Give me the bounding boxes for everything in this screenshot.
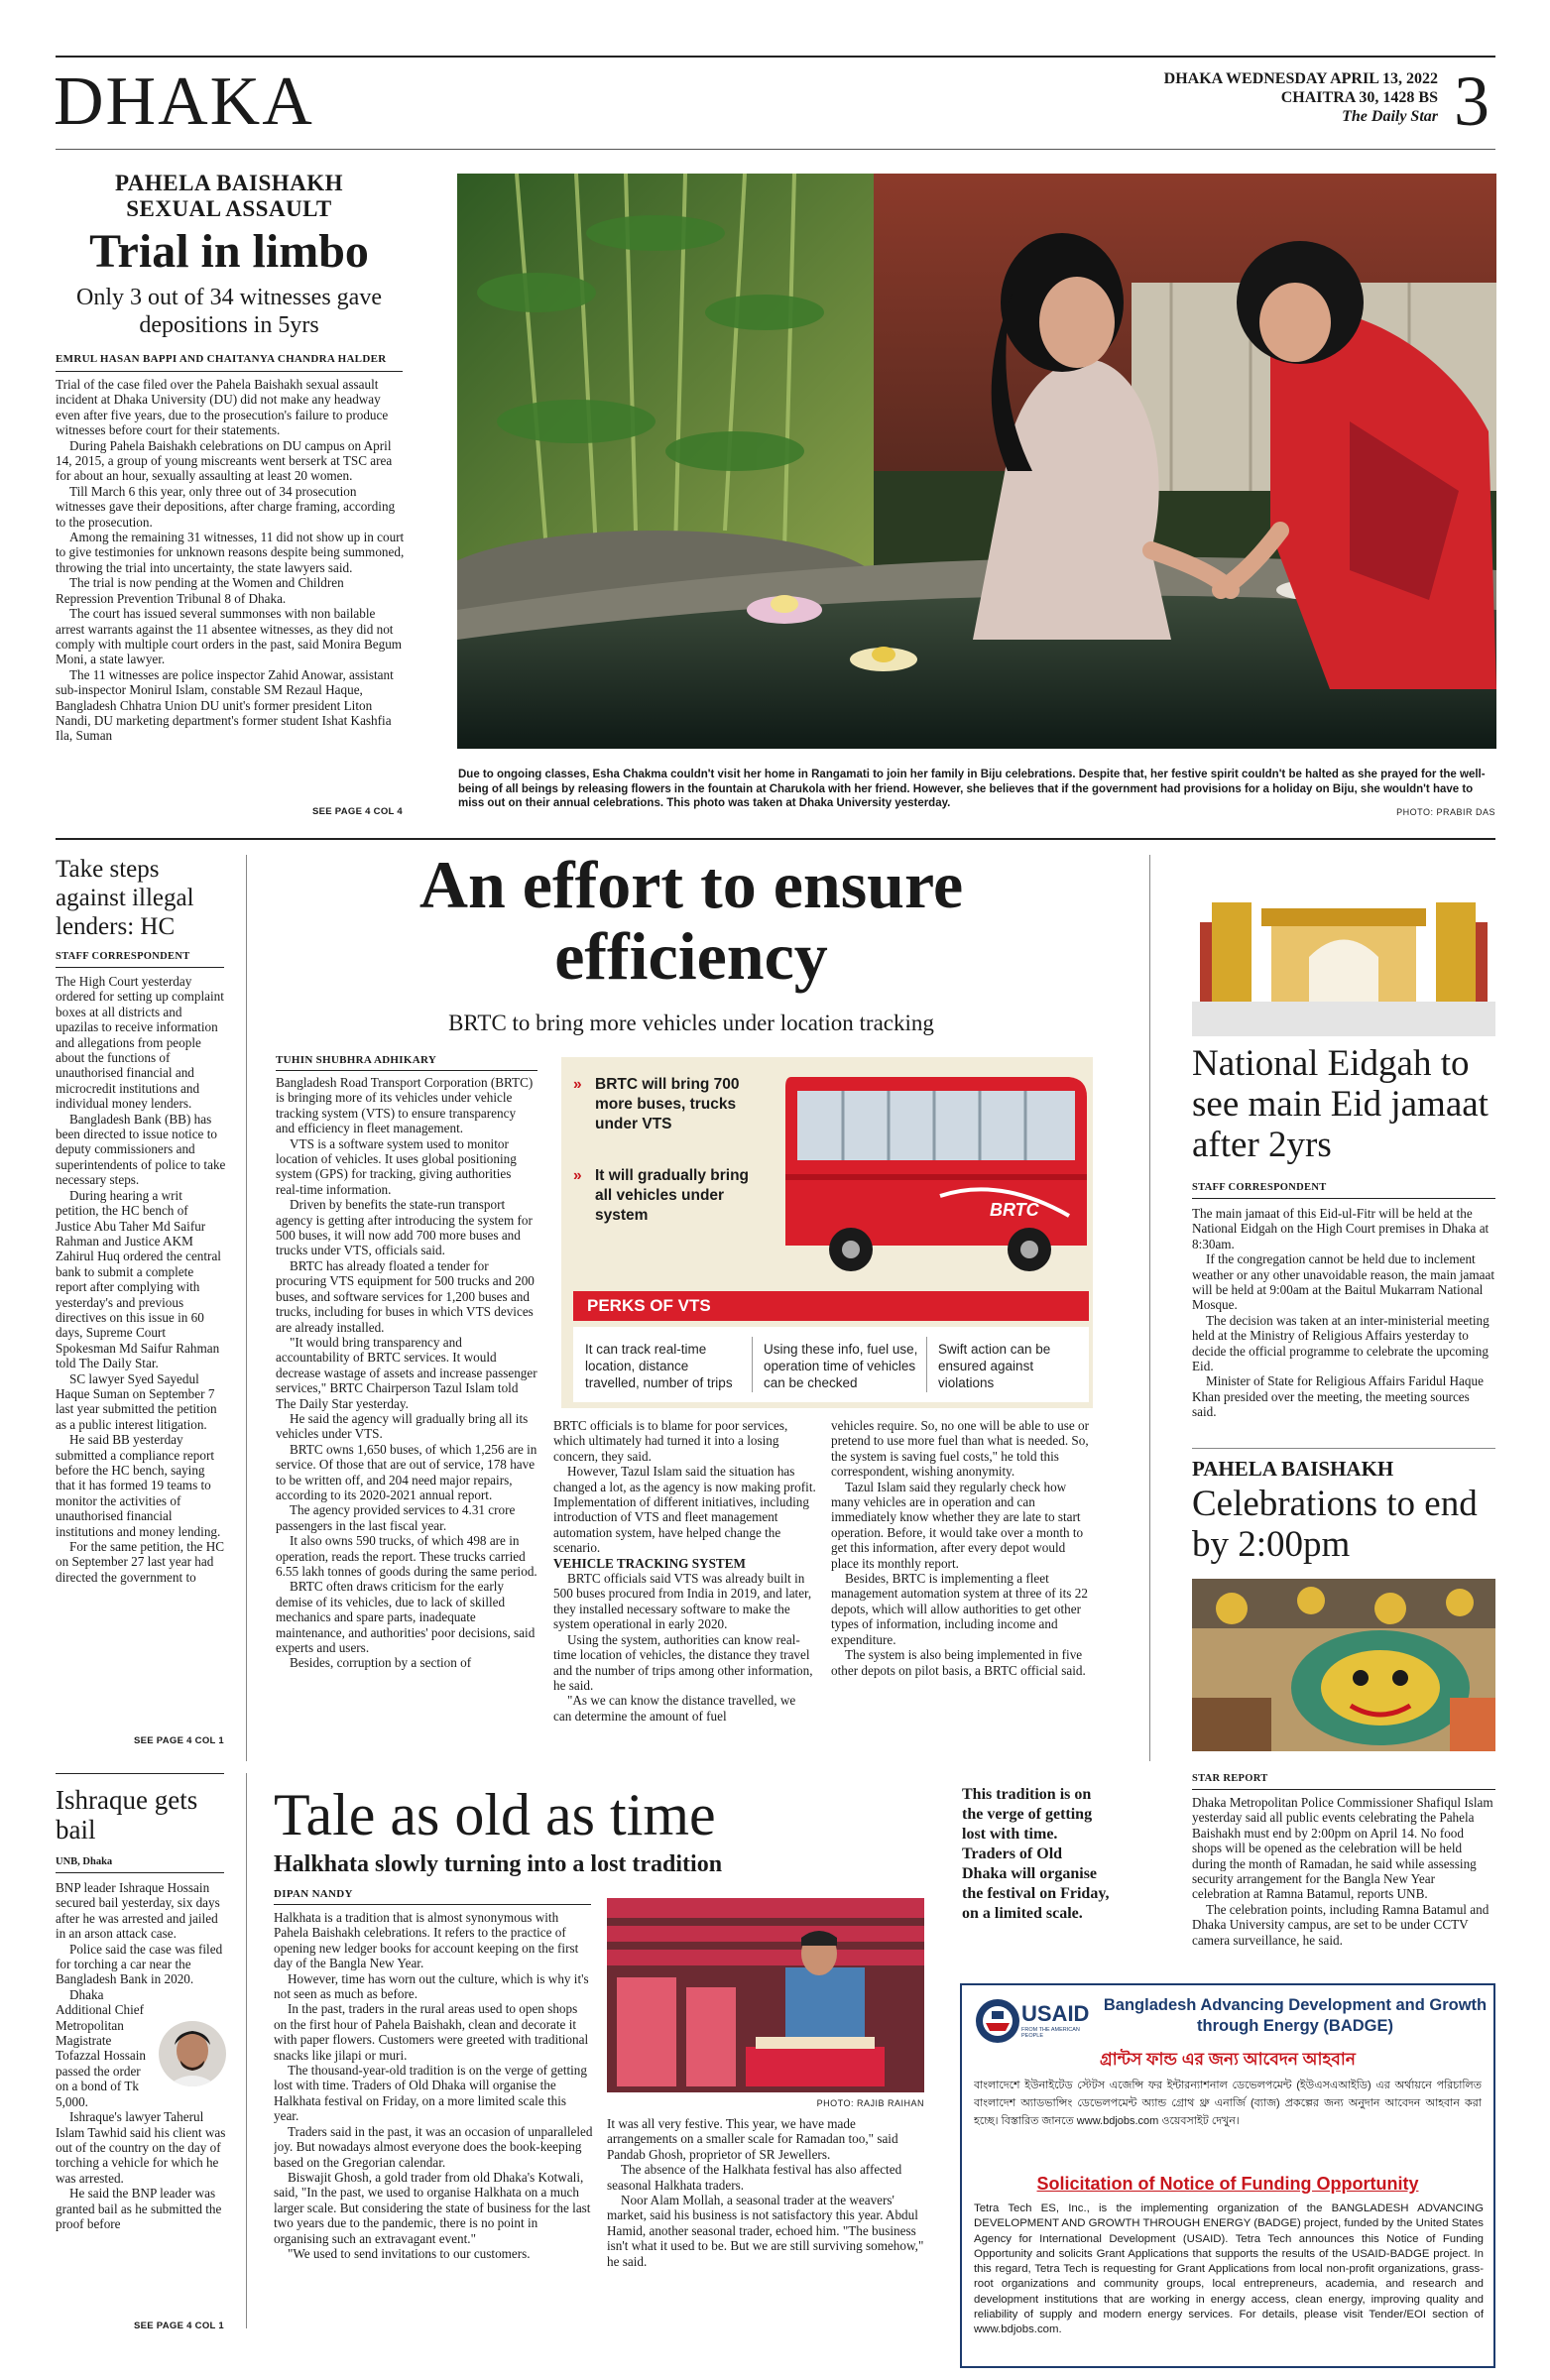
perk-item: Swift action can be ensured against violations [938,1342,1051,1390]
paragraph: VTS is a software system used to monitor location of vehicles. It uses global positioning system (GPS) for tracking, giving authorities real-time information. [276,1135,517,1197]
brtc-col1 [276,1075,537,1769]
halkhata-photo-credit: PHOTO: RAJIB RAIHAN [816,2098,924,2108]
paragraph: BRTC often draws criticism for the early demise of its vehicles, due to lack of skilled mechanics and spare parts, inadequate maintenance, and authorities' poor decisions, said experts and users. [276,1579,536,1656]
paragraph: BNP leader Ishraque Hossain secured bail yesterday, six days after he was arrested and jailed in an arson attack case. [56,1880,220,1942]
brtc-col3 [831,1418,1094,1771]
paragraph: Besides, BRTC is implementing a fleet management automation system at three of its 22 depots, which will allow authorities to get other types of information, including income and expenditure. [831,1571,1088,1647]
paragraph: During hearing a writ petition, the HC bench of Justice Abu Taher Md Saifur Rahman and Justice AKM Zahirul Huq ordered the central bank to submit a complete report after complying with yesterday's and previous directives on this issue in 60 days, Supreme Court Spokesman Md Saifur Rahman told The Daily Star. [56,1187,221,1371]
paragraph: It also owns 590 trucks, of which 498 are in operation, reads the report. These trucks carried 6.55 lakh tonnes of goods during the same period. [276,1533,537,1579]
paragraph: During Pahela Baishakh celebrations on DU campus on April 14, 2015, a group of young miscreants went berserk at TSC area for about an hour, sexually assaulting at least 20 women. [56,437,393,484]
baishakh-body [1192,1795,1495,1958]
paragraph: In the past, traders in the rural areas used to open shops on the first hour of Pahela Baishakh, clean and decorate it with paper flowers. Customers were greeted with traditional snacks like jilapi or muri. [274,2001,589,2063]
bus-brand-text: BRTC [990,1200,1039,1220]
eidgah-body [1192,1206,1495,1430]
trial-kicker-line2: SEXUAL ASSAULT [126,196,332,221]
perk-divider [752,1337,753,1392]
paragraph: "It would bring transparency and accountability of BRTC services. It would decrease wastage of assets and increase passenger services," BRTC Chairperson Tazul Islam told The Daily Star yesterday. [276,1334,537,1411]
usaid-logo-tag: FROM THE AMERICAN PEOPLE [1021,2027,1080,2037]
bus-illustration [772,1057,1093,1285]
baishakh-photo [1192,1579,1495,1751]
paragraph: For the same petition, the HC on September 27 last year had directed the government to [56,1539,225,1585]
paragraph: Using the system, authorities can know real-time location of vehicles, the distance they travel and the number of trips among other information, he said. [553,1631,813,1693]
trial-byline: EMRUL HASAN BAPPI AND CHAITANYA CHANDRA HALDER [56,353,387,365]
halkhata-byline: DIPAN NANDY [274,1888,353,1900]
page-number: 3 [1454,61,1490,141]
ishraque-photo [159,2021,226,2086]
usaid-logo-text: USAID [1021,2001,1090,2026]
halkhata-pullquote: This tradition is on the verge of getting lost with time. Traders of Old Dhaka will organise the festival on Friday, on a limited scale. [962,1786,1110,1922]
paragraph: The 11 witnesses are police inspector Zahid Anowar, assistant sub-inspector Monirul Islam, constable SM Rezaul Haque, Bangladesh Chhatra Union DU unit's former president Liton Nandi, DU marketing department's former student Ishat Kashfia Ila, Suman [56,666,394,744]
brtc-point1 [573,1075,762,1144]
trial-headline: Trial in limbo [89,225,369,278]
ad-bangla-body: বাংলাদেশে ইউনাইটেড স্টেটস এজেন্সি ফর ইন্টারন্যাশনাল ডেভেলপমেন্ট (ইউএসএআইডি) এর অর্থায়নে পরিচালিত বাংলাদেশ অ্যাডভান্সিং ডেভেলপমেন্ট অ্যান্ড গ্রোথ থ্রু এনার্জি (ব্যাজ) প্রকল্পের জন্য অনুদান আবেদন আহবান করা হচ্ছে। বিস্তারিত জানতে www.bdjobs.com ওয়েবসাইট দেখুন। [974,2080,1482,2127]
paragraph: Tazul Islam said they regularly check how many vehicles are in operation and can immediately know whether they are late to start operation. Before, it would take over a month to get this information, after every depot would place its monthly report. [831,1479,1084,1571]
paragraph: He said BB yesterday submitted a compliance report before the HC bench, saying that it has formed 19 teams to monitor the activities of unauthorised financial institutions and money lending. [56,1432,221,1539]
paragraph: Police said the case was filed for torching a car near the Bangladesh Bank in 2020. [56,1941,223,1987]
col-rule-right [1149,855,1150,1761]
trial-subhead: Only 3 out of 34 witnesses gave depositions in 5yrs [76,285,382,338]
date-line: DHAKA WEDNESDAY APRIL 13, 2022 [1163,70,1438,87]
paragraph: Minister of State for Religious Affairs Faridul Haque Khan presided over the meeting, the meeting sources said. [1192,1373,1484,1420]
paragraph: Halkhata is a tradition that is almost synonymous with Pahela Baishakh celebrations. It refers to the practice of opening new ledger books for account keeping on the first day of the Bangla New Year. [274,1910,579,1971]
perks-title: PERKS OF VTS [573,1291,1089,1321]
lenders-body [56,974,226,1727]
paragraph: The thousand-year-old tradition is on the verge of getting lost with time. Traders of Old Dhaka will organise the Halkhata festival on Friday, on a more limited scale this year. [274,2063,587,2124]
paragraph: The court has issued several summonses with non bailable arrest warrants against the 11 absentee witnesses, as they did not comply with multiple court orders in the past, said Monira Begum Moni, a state lawyer. [56,606,403,667]
paragraph: Bangladesh Road Transport Corporation (BRTC) is bringing more of its vehicles under vehicle tracking system (VTS) to ensure transparency and efficiency in fleet management. [276,1075,534,1136]
baishakh-rule [1192,1789,1495,1790]
ishraque-portrait [159,2021,226,2086]
paragraph: Traders said in the past, it was an occasion of unparalleled joy. But nowadays almost everyone does the book-keeping based on the Gregorian calendar. [274,2123,593,2170]
perks-row [573,1327,1089,1402]
usaid-ad [960,1983,1495,2368]
paragraph: The absence of the Halkhata festival has also affected seasonal Halkhata traders. [607,2162,902,2193]
paragraph: The main jamaat of this Eid-ul-Fitr will be held at the National Eidgah on the High Court premises in Dhaka at 8:30am. [1192,1206,1490,1251]
ishraque-top-rule [56,1773,224,1774]
brtc-headline-line2: efficiency [554,918,828,994]
ad-title: Bangladesh Advancing Development and Growth through Energy (BADGE) [1103,1996,1488,2035]
paragraph: Bangladesh Bank (BB) has been directed to issue notice to deputy commissioners and superintendents of police to take necessary steps. [56,1111,226,1188]
paragraph: The celebration points, including Ramna Batamul and Dhaka University campus, are set to be under CCTV camera surveillance, he said. [1192,1901,1490,1948]
paragraph: He said the agency will gradually bring all its vehicles under VTS. [276,1410,529,1442]
baishakh-top-rule [1192,1448,1495,1449]
lenders-jump: SEE PAGE 4 COL 1 [133,1735,224,1746]
paragraph: Noor Alam Mollah, a seasonal trader at the weavers' market, said his business is not satisfactory this year. Abdul Hamid, another seasonal trader, echoed him. "The business isn't what it used to be. But we are still surviving somehow," he said. [607,2193,924,2269]
baishakh-kicker: PAHELA BAISHAKH [1192,1457,1394,1481]
section-title: DHAKA [54,63,314,140]
paragraph: The system is also being implemented in five other depots on pilot basis, a BRTC official said. [831,1647,1086,1678]
biju-caption: Due to ongoing classes, Esha Chakma couldn't visit her home in Rangamati to join her family in Biju celebrations. Despite that, her festive spirit couldn't be halted as she prayed for the well-being of all beings by releasing flowers in the fountain at Charukola with her friend. However, she believes that if the government had provisions for a holiday on Biju, she wouldn't have to miss out on their annual celebrations. This photo was taken at Dhaka University yesterday. [458,769,1486,810]
trial-jump: SEE PAGE 4 COL 4 [311,806,403,817]
biju-photo [457,174,1496,749]
paragraph: The High Court yesterday ordered for setting up complaint boxes at all districts and upazilas to receive information and allegations from people about the functions of unauthorised financial and microcredit institutions and individual money lenders. [56,974,224,1112]
biju-photo-illustration [457,174,1496,749]
paragraph: "We used to send invitations to our customers. [288,2245,531,2261]
paragraph: Dhaka Metropolitan Police Commissioner Shafiqul Islam yesterday said all public events celebrating the Pahela Baishakh must end by 2:00pm on April 14. No food shops will be opened as the celebration will be held during the month of Ramadan, he said while assessing security arrangement for the Bangla New Year celebration at Ramna Batamul, reports UNB. [1192,1795,1493,1902]
trial-body [56,377,405,805]
halkhata-rule [274,1904,591,1905]
paragraph: vehicles require. So, no one will be able to use or pretend to use more fuel than what is needed. So, the system is saving fuel costs," he told this correspondent, wishing anonymity. [831,1418,1090,1480]
brtc-col2 [553,1418,816,1771]
eidgah-headline: National Eidgah to see main Eid jamaat after 2yrs [1192,1043,1489,1165]
col-rule-left-lower [246,1773,247,2328]
paragraph: Driven by benefits the state-run transport agency is getting after introducing the system for 500 buses, it will now add 700 more buses and trucks under VTS, officials said. [276,1197,533,1258]
ad-bangla-title: গ্রান্টস ফান্ড এর জন্য আবেদন আহবান [1100,2050,1356,2069]
trial-kicker [56,171,403,226]
halkhata-col1 [274,1910,593,2326]
paragraph: BRTC has already floated a tender for procuring VTS equipment for 500 trucks and 200 buses, and software services for 1,200 buses and trucks, including for buses in which VTS devices are already installed. [276,1257,535,1335]
masthead-rule [56,149,1495,150]
paragraph: BRTC officials said VTS was already built in 500 buses procured from India in 2019, and later, they installed necessary software to make the system operational in early 2020. [553,1571,812,1632]
lenders-byline: STAFF CORRESPONDENT [56,951,190,962]
paragraph: He said the BNP leader was granted bail as he submitted the proof before [56,2186,222,2231]
halkhata-headline: Tale as old as time [274,1782,716,1847]
bangla-date: CHAITRA 30, 1428 BS [1280,89,1438,106]
brtc-headline [260,849,1123,1017]
halkhata-photo [607,1898,924,2092]
trial-byline-rule [56,371,403,372]
baishakh-photo-illustration [1192,1579,1495,1751]
lenders-rule [56,967,224,968]
ad-solicitation: Solicitation of Notice of Funding Opportunity [1036,2174,1419,2194]
paragraph: The decision was taken at an inter-ministerial meeting held at the Ministry of Religious Affairs yesterday to decide the official programme to celebrate the upcoming Eid. [1192,1312,1490,1374]
ishraque-headline: Ishraque gets bail [56,1785,198,1844]
eidgah-photo [1192,863,1495,1036]
brtc-byline: TUHIN SHUBHRA ADHIKARY [276,1054,437,1066]
paragraph: However, time has worn out the culture, which is why it's not seen as much as before. [274,1970,589,2002]
paragraph: "As we can know the distance travelled, we can determine the amount of fuel [553,1693,796,1724]
paragraph: Till March 6 this year, only three out of 34 prosecution witnesses gave their depositions, after charge framing, according to the prosecution. [56,483,396,530]
paragraph: Among the remaining 31 witnesses, 11 did not show up in court to give testimonies for unknown reasons despite being summoned, throwing the trial into uncertainty, the state lawyers said. [56,530,405,575]
paragraph: BRTC officials is to blame for poor services, which ultimately had turned it into a losing concern, they said. [553,1418,788,1464]
brtc-point2-text: It will gradually bring all vehicles under system [595,1167,750,1224]
brtc-headline-line1: An effort to ensure [418,849,964,922]
ishraque-byline: UNB, Dhaka [56,1856,113,1867]
paragraph: However, Tazul Islam said the situation has changed a lot, as the agency is now making profit. Implementation of different initiatives, including introduction of VTS and fleet management automation system, have helped change the scenario. [553,1464,816,1556]
section-divider [56,838,1495,840]
arrow-icon: » [573,1167,582,1184]
eidgah-byline: STAFF CORRESPONDENT [1192,1182,1327,1193]
top-rule [56,56,1495,58]
brtc-point2 [573,1166,762,1236]
paragraph: If the congregation cannot be held due to inclement weather or any other unavoidable reason, the main jamaat will be held at 9:00am at the Baitul Mukarram National Mosque. [1192,1251,1495,1313]
usaid-logo [972,1995,1091,2051]
perk-item: Using these info, fuel use, operation time of vehicles can be checked [764,1342,918,1390]
perk-item: It can track real-time location, distance travelled, number of trips [585,1342,733,1390]
paragraph: Ishraque's lawyer Taherul Islam Tawhid said his client was out of the country on the day of torching a vehicle for which he was arrested. [56,2109,226,2186]
ad-body: Tetra Tech ES, Inc., is the implementing organization of the BANGLADESH ADVANCING DEVELOPMENT AND GROWTH THROUGH ENERGY (BADGE) project, funded by the United States Agency for International Development (USAID). Tetra Tech announces this Notice of Funding Opportunity and solicits Grant Applications that supports the results of the USAID-BADGE project. In this regard, Tetra Tech is requesting for Grant Applications from local non-profit organizations, grass-root organizations and community groups, local entrepreneurs, academia, and research and development institutions that are working in energy access, clean energy, improving quality and reliability of supply and modern energy services. For details, please visit Tender/EOI section of www.bdjobs.com. [974,2202,1484,2336]
brtc-subhead: BRTC to bring more vehicles under location tracking [448,1011,934,1035]
perk-divider [926,1337,927,1392]
halkhata-col2 [607,2116,926,2328]
paragraph: Dhaka Additional Chief Metropolitan Magistrate Tofazzal Hossain passed the order on a bond of Tk 5,000. [56,1986,146,2109]
brtc-point1-text: BRTC will bring 700 more buses, trucks under VTS [595,1076,740,1132]
paper-name: The Daily Star [1342,108,1438,125]
ishraque-jump: SEE PAGE 4 COL 1 [133,2320,224,2331]
paragraph: It was all very festive. This year, we have made arrangements on a smaller scale for Ramadan too," said Pandab Ghosh, proprietor of SR Jewellers. [607,2116,898,2162]
lenders-headline: Take steps against illegal lenders: HC [56,856,194,940]
brtc-col2-subhead: VEHICLE TRACKING SYSTEM [553,1555,746,1571]
paragraph: Besides, corruption by a section of [290,1655,472,1671]
baishakh-byline: STAR REPORT [1192,1773,1268,1784]
trial-kicker-line1: PAHELA BAISHAKH [114,171,344,195]
ishraque-body [56,1880,226,2317]
col-rule-left [246,855,247,1761]
brtc-graphic [561,1057,1093,1408]
biju-credit: PHOTO: PRABIR DAS [1396,807,1495,817]
paragraph: Trial of the case filed over the Pahela Baishakh sexual assault incident at Dhaka University (DU) did not make any headway even after five years, due to the prosecution's failure to produce witnesses before court for their statements. [56,377,389,438]
date-block [1081,69,1438,133]
halkhata-subhead: Halkhata slowly turning into a lost tradition [274,1851,723,1877]
paragraph: SC lawyer Syed Sayedul Haque Suman on September 7 last year submitted the petition as a public interest litigation. [56,1370,217,1432]
ishraque-rule [56,1872,224,1873]
baishakh-headline: Celebrations to end by 2:00pm [1192,1484,1478,1565]
paragraph: The agency provided services to 4.31 crore passengers in the last fiscal year. [276,1502,516,1533]
brtc-byline-rule [276,1070,537,1071]
arrow-icon: » [573,1076,582,1093]
eidgah-photo-illustration [1192,863,1495,1036]
paragraph: BRTC owns 1,650 buses, of which 1,256 are in service. Of those that are out of service, 178 have to be written off, and 204 need major repairs, according to its 2020-2021 annual report. [276,1441,537,1502]
paragraph: Biswajit Ghosh, a gold trader from old Dhaka's Kotwali, said, "In the past, we used to organise Halkhata on a much larger scale. But considering the state of business for the last two years due to the pandemic, there is no point in organising such an extravagant event." [274,2169,591,2246]
paragraph: The trial is now pending at the Women and Children Repression Prevention Tribunal 8 of Dhaka. [56,575,344,606]
eidgah-rule [1192,1198,1495,1199]
halkhata-photo-illustration [607,1898,924,2092]
